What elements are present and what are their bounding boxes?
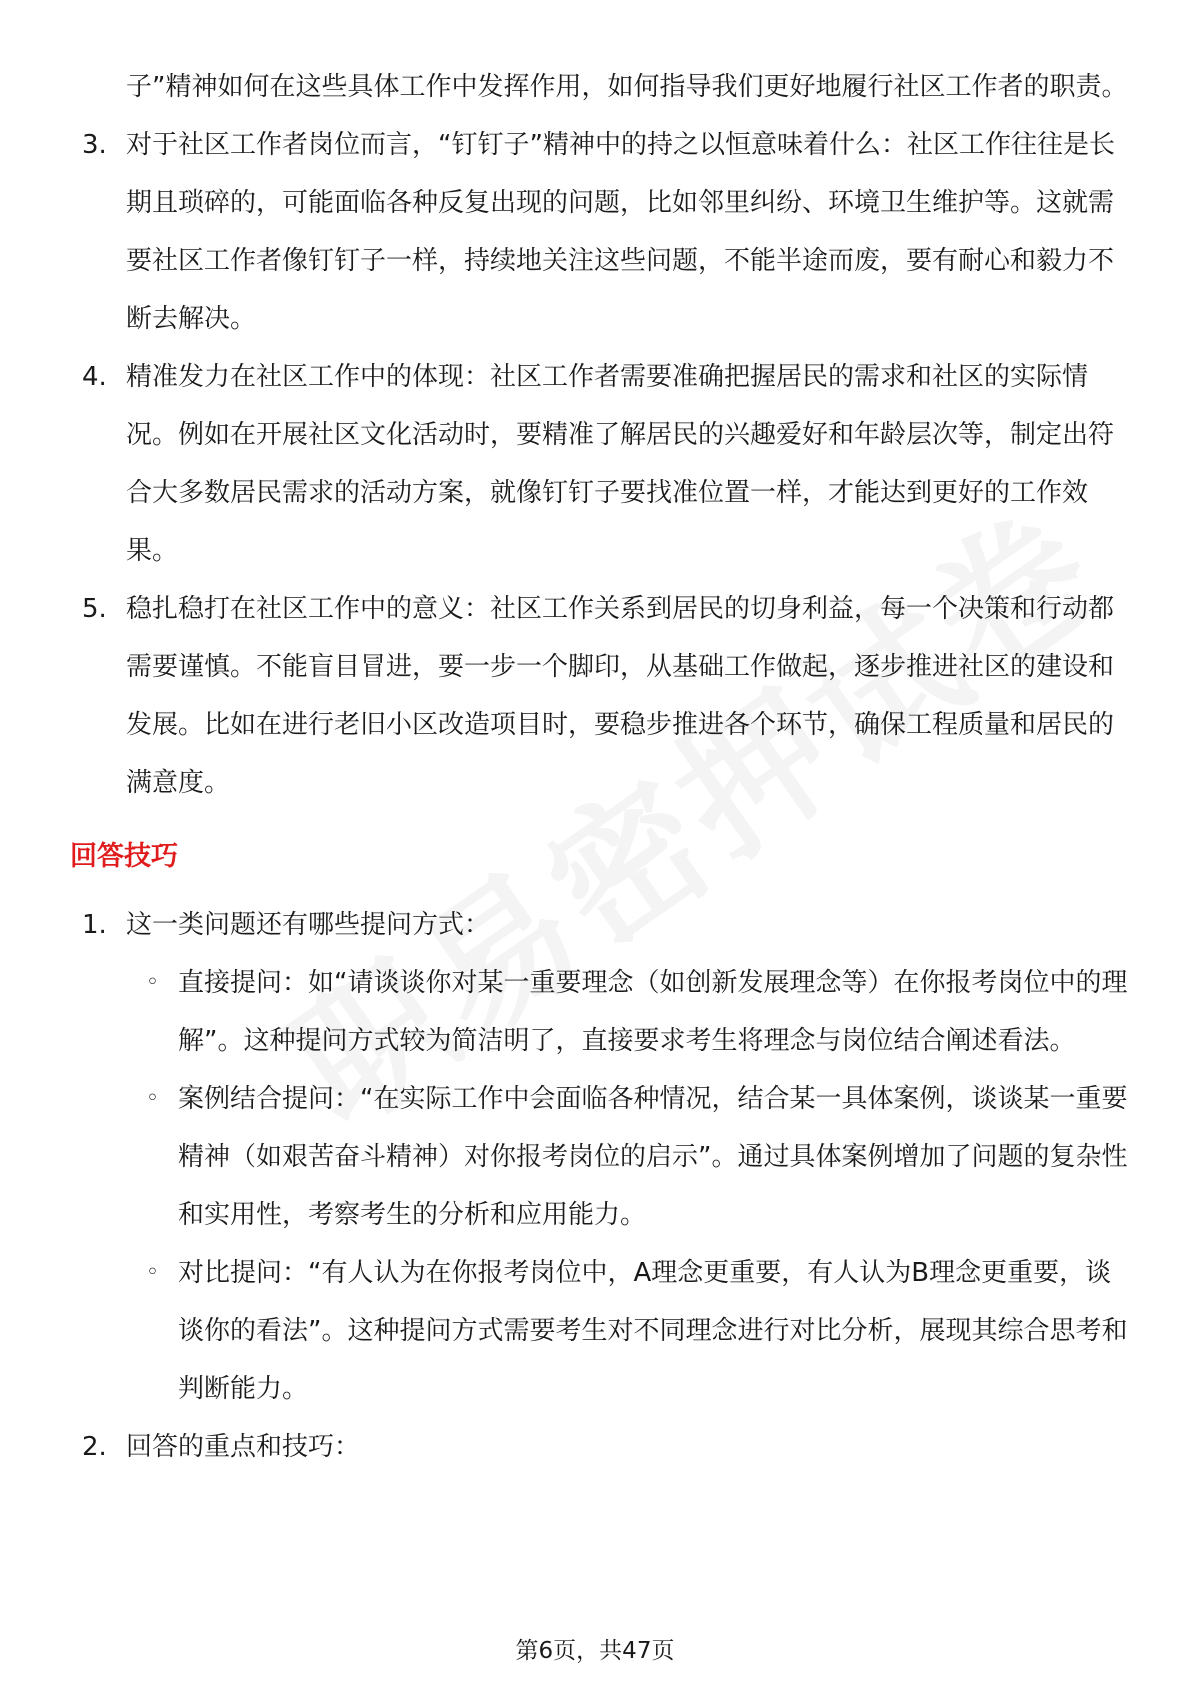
sub-list-item-text: 对比提问：“有人认为在你报考岗位中，A理念更重要，有人认为B理念更重要，谈谈你的看法”。这种提问方式需要考生对不同理念进行对比分析，展现其综合思考和判断能力。 bbox=[178, 1258, 1128, 1404]
list-item bbox=[70, 116, 1130, 348]
sub-list-item bbox=[70, 1070, 1130, 1244]
numbered-list-tips-cont bbox=[70, 1418, 1130, 1476]
page-content bbox=[70, 58, 1130, 1476]
list-number: 4. bbox=[82, 362, 107, 392]
bullet-icon: ◦ bbox=[146, 1086, 159, 1111]
sub-bullet-list bbox=[70, 954, 1130, 1418]
sub-list-item-text: 直接提问：如“请谈谈你对某一重要理念（如创新发展理念等）在你报考岗位中的理解”。这种提问方式较为简洁明了，直接要求考生将理念与岗位结合阐述看法。 bbox=[178, 968, 1128, 1056]
list-item bbox=[70, 348, 1130, 580]
list-item bbox=[70, 580, 1130, 812]
list-item-text: 稳扎稳打在社区工作中的意义：社区工作关系到居民的切身利益，每一个决策和行动都需要谨慎。不能盲目冒进，要一步一个脚印，从基础工作做起，逐步推进社区的建设和发展。比如在进行老旧小区改造项目时，要稳步推进各个环节，确保工程质量和居民的满意度。 bbox=[126, 594, 1115, 798]
section-heading: 回答技巧 bbox=[70, 841, 178, 872]
list-item-text: 精准发力在社区工作中的体现：社区工作者需要准确把握居民的需求和社区的实际情况。例如在开展社区文化活动时，要精准了解居民的兴趣爱好和年龄层次等，制定出符合大多数居民需求的活动方案，就像钉钉子要找准位置一样，才能达到更好的工作效果。 bbox=[126, 362, 1115, 566]
list-number: 5. bbox=[82, 594, 107, 624]
sub-list-item bbox=[70, 1244, 1130, 1418]
bullet-icon: ◦ bbox=[146, 1260, 159, 1285]
list-item bbox=[70, 1418, 1130, 1476]
numbered-list-tips bbox=[70, 896, 1130, 954]
sub-list-item-text: 案例结合提问：“在实际工作中会面临各种情况，结合某一具体案例，谈谈某一重要精神（如艰苦奋斗精神）对你报考岗位的启示”。通过具体案例增加了问题的复杂性和实用性，考察考生的分析和应用能力。 bbox=[178, 1084, 1128, 1230]
list-item-text: 回答的重点和技巧： bbox=[126, 1432, 361, 1462]
page-number-footer: 第6页，共47页 bbox=[515, 1638, 675, 1664]
list-number: 2. bbox=[82, 1432, 107, 1462]
list-item-text: 这一类问题还有哪些提问方式： bbox=[126, 910, 491, 940]
list-number: 1. bbox=[82, 910, 107, 940]
list-item-text: 对于社区工作者岗位而言，“钉钉子”精神中的持之以恒意味着什么：社区工作往往是长期且琐碎的，可能面临各种反复出现的问题，比如邻里纠纷、环境卫生维护等。这就需要社区工作者像钉钉子一样，持续地关注这些问题，不能半途而废，要有耐心和毅力不断去解决。 bbox=[126, 130, 1115, 334]
list-item bbox=[70, 896, 1130, 954]
continued-paragraph: 子”精神如何在这些具体工作中发挥作用，如何指导我们更好地履行社区工作者的职责。 bbox=[126, 72, 1128, 102]
numbered-list-analysis bbox=[70, 116, 1130, 812]
sub-list-item bbox=[70, 954, 1130, 1070]
bullet-icon: ◦ bbox=[146, 970, 159, 995]
list-number: 3. bbox=[82, 130, 107, 160]
